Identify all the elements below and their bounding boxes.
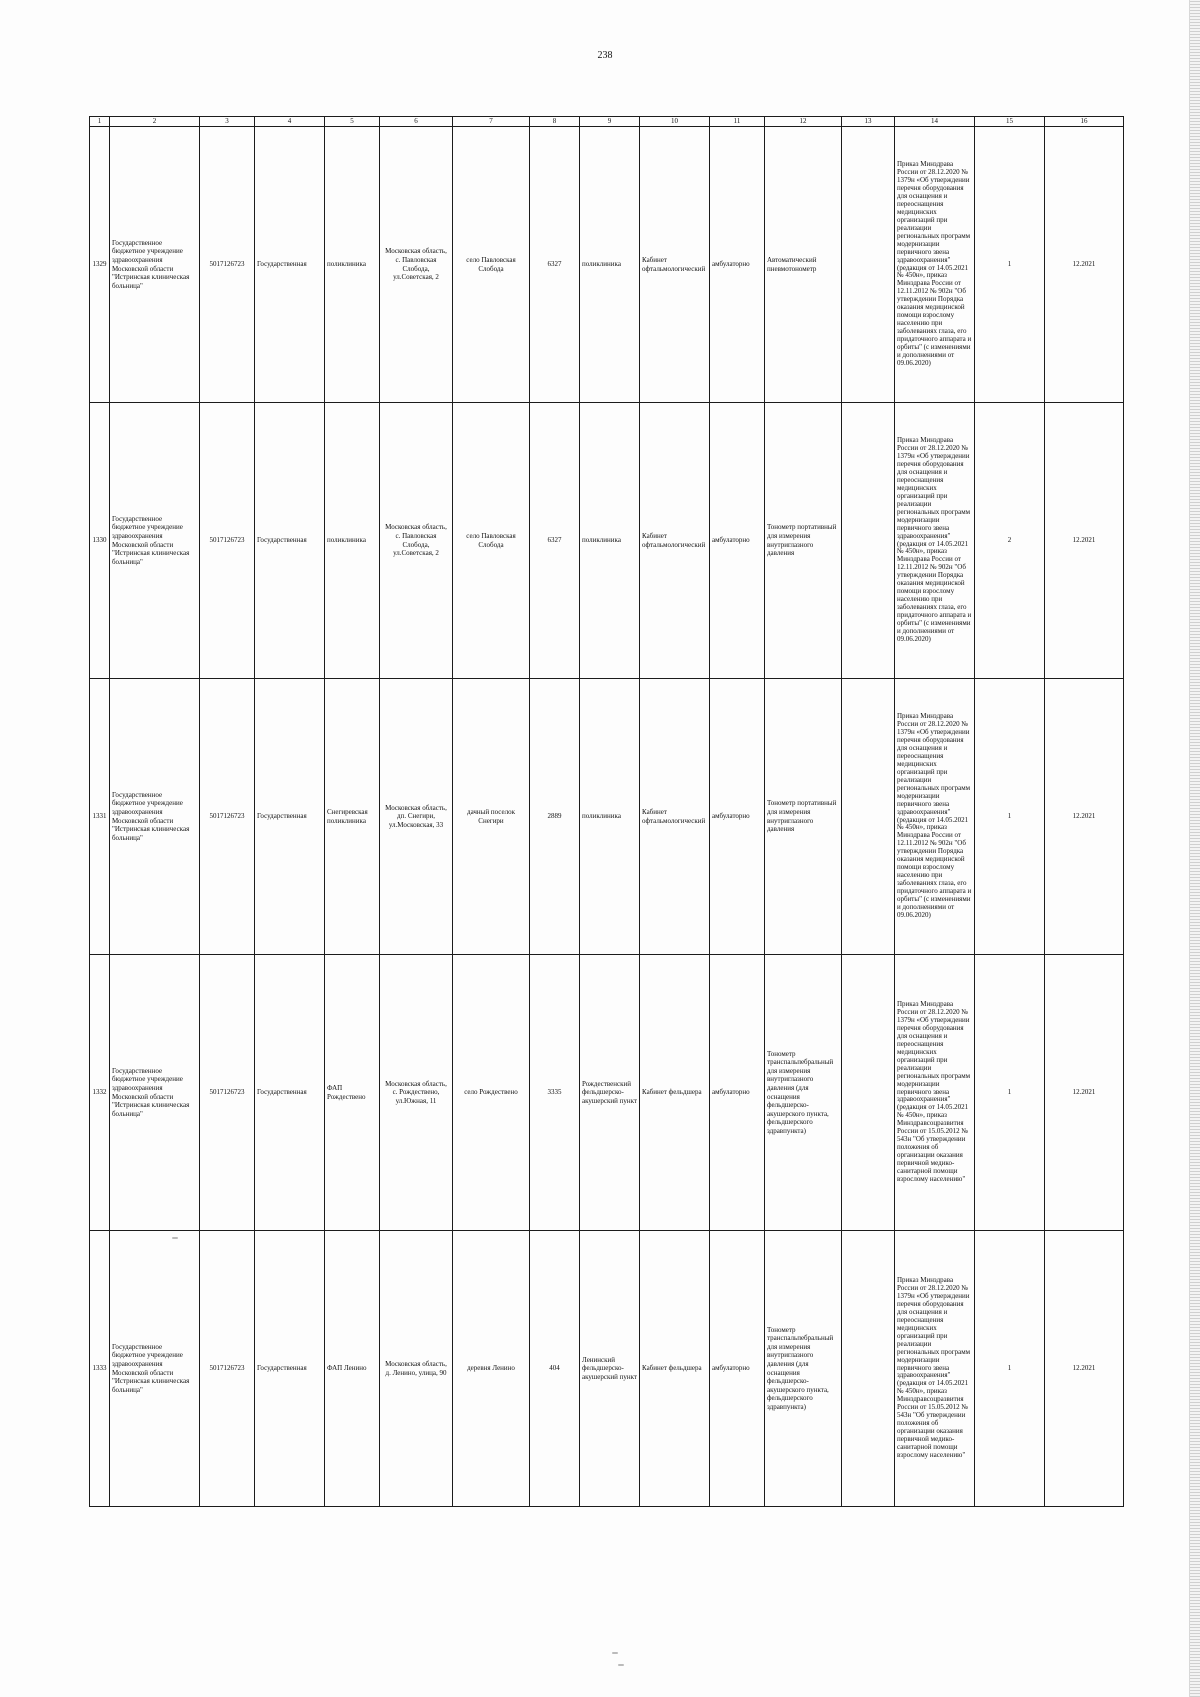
column-number: 12 — [765, 117, 842, 127]
ownership-type: Государственная — [255, 403, 325, 679]
room: Кабинет офтальмологический — [640, 127, 710, 403]
column-number: 8 — [530, 117, 580, 127]
table-row — [90, 955, 1124, 1231]
inn: 5017126723 — [200, 1231, 255, 1507]
header-row — [90, 117, 1124, 127]
quantity: 2 — [975, 403, 1045, 679]
quantity: 1 — [975, 1231, 1045, 1507]
column-number: 2 — [110, 117, 200, 127]
address: Московская область, д. Ленино, улица, 90 — [380, 1231, 453, 1507]
address: Московская область, с. Рождествено, ул.Южная, 11 — [380, 955, 453, 1231]
legal-basis: Приказ Минздрава России от 28.12.2020 № 1379н «Об утверждении перечня оборудования для оснащения и переоснащения медицинских организаций при реализации региональных программ модернизации первичного звена здравоохранения"(редакция от 14.05.2021 № 450н», приказ Минздрава России от 12.11.2012 № 902н "Об утверждении Порядка оказания медицинской помощи взрослому населению при заболеваниях глаза, его придаточного аппарата и орбиты" (с изменениями и дополнениями от 09.06.2020) — [895, 403, 975, 679]
subdivision: поликлиника — [325, 127, 380, 403]
population: 404 — [530, 1231, 580, 1507]
organization-name: Государственное бюджетное учреждение здравоохранения Московской области "Истринская клиническая больница" — [110, 1231, 200, 1507]
column-13 — [842, 679, 895, 955]
inn: 5017126723 — [200, 403, 255, 679]
care-type: амбулаторно — [710, 403, 765, 679]
column-number: 6 — [380, 117, 453, 127]
delivery-date: 12.2021 — [1045, 679, 1124, 955]
facility-type: поликлиника — [580, 679, 640, 955]
table-row — [90, 403, 1124, 679]
quantity: 1 — [975, 127, 1045, 403]
facility-type: поликлиника — [580, 403, 640, 679]
scan-speck — [618, 1664, 624, 1666]
table-row — [90, 679, 1124, 955]
page-number: 238 — [597, 50, 613, 61]
delivery-date: 12.2021 — [1045, 403, 1124, 679]
inn: 5017126723 — [200, 955, 255, 1231]
inn: 5017126723 — [200, 679, 255, 955]
row-number: 1333 — [90, 1231, 110, 1507]
row-number: 1332 — [90, 955, 110, 1231]
room: Кабинет офтальмологический — [640, 403, 710, 679]
care-type: амбулаторно — [710, 955, 765, 1231]
address: Московская область, дп. Снегири, ул.Московская, 33 — [380, 679, 453, 955]
delivery-date: 12.2021 — [1045, 1231, 1124, 1507]
quantity: 1 — [975, 955, 1045, 1231]
row-number: 1331 — [90, 679, 110, 955]
settlement: село Павловская Слобода — [453, 127, 530, 403]
equipment-name: Тонометр транспальпебральный для измерения внутриглазного давления (для оснащения фельдшерско-акушерского пункта, фельдшерского здравпункта) — [765, 955, 842, 1231]
table-row — [90, 127, 1124, 403]
ownership-type: Государственная — [255, 955, 325, 1231]
delivery-date: 12.2021 — [1045, 127, 1124, 403]
column-13 — [842, 403, 895, 679]
care-type: амбулаторно — [710, 679, 765, 955]
legal-basis: Приказ Минздрава России от 28.12.2020 № 1379н «Об утверждении перечня оборудования для оснащения и переоснащения медицинских организаций при реализации региональных программ модернизации первичного звена здравоохранения"(редакция от 14.05.2021 № 450н», приказ Минздравсоцразвития России от 15.05.2012 № 543н "Об утверждении положения об организации оказания первичной медико-санитарной помощи взрослому населению" — [895, 955, 975, 1231]
equipment-name: Тонометр транспальпебральный для измерения внутриглазного давления (для оснащения фельдшерско-акушерского пункта, фельдшерского здравпункта) — [765, 1231, 842, 1507]
row-number: 1330 — [90, 403, 110, 679]
legal-basis: Приказ Минздрава России от 28.12.2020 № 1379н «Об утверждении перечня оборудования для оснащения и переоснащения медицинских организаций при реализации региональных программ модернизации первичного звена здравоохранения"(редакция от 14.05.2021 № 450н», приказ Минздрава России от 12.11.2012 № 902н "Об утверждении Порядка оказания медицинской помощи взрослому населению при заболеваниях глаза, его придаточного аппарата и орбиты" (с изменениями и дополнениями от 09.06.2020) — [895, 127, 975, 403]
organization-name: Государственное бюджетное учреждение здравоохранения Московской области "Истринская клиническая больница" — [110, 127, 200, 403]
legal-basis: Приказ Минздрава России от 28.12.2020 № 1379н «Об утверждении перечня оборудования для оснащения и переоснащения медицинских организаций при реализации региональных программ модернизации первичного звена здравоохранения"(редакция от 14.05.2021 № 450н», приказ Минздрава России от 12.11.2012 № 902н "Об утверждении Порядка оказания медицинской помощи взрослому населению при заболеваниях глаза, его придаточного аппарата и орбиты" (с изменениями и дополнениями от 09.06.2020) — [895, 679, 975, 955]
room: Кабинет офтальмологический — [640, 679, 710, 955]
organization-name: Государственное бюджетное учреждение здравоохранения Московской области "Истринская клиническая больница" — [110, 403, 200, 679]
subdivision: ФАП Рождествено — [325, 955, 380, 1231]
care-type: амбулаторно — [710, 1231, 765, 1507]
settlement: село Павловская Слобода — [453, 403, 530, 679]
subdivision: ФАП Ленино — [325, 1231, 380, 1507]
equipment-name: Тонометр портативный для измерения внутриглазного давления — [765, 403, 842, 679]
row-number: 1329 — [90, 127, 110, 403]
equipment-register-table — [89, 116, 1124, 1507]
population: 6327 — [530, 127, 580, 403]
ownership-type: Государственная — [255, 1231, 325, 1507]
subdivision: поликлиника — [325, 403, 380, 679]
column-number: 7 — [453, 117, 530, 127]
equipment-name: Автоматический пневмотонометр — [765, 127, 842, 403]
scan-speck — [172, 1237, 178, 1239]
column-13 — [842, 955, 895, 1231]
column-number: 10 — [640, 117, 710, 127]
settlement: дачный поселок Снегири — [453, 679, 530, 955]
column-number: 3 — [200, 117, 255, 127]
population: 6327 — [530, 403, 580, 679]
facility-type: поликлиника — [580, 127, 640, 403]
scan-edge — [1189, 0, 1200, 1697]
settlement: деревня Ленино — [453, 1231, 530, 1507]
address: Московская область, с. Павловская Слобода, ул.Советская, 2 — [380, 403, 453, 679]
column-number: 13 — [842, 117, 895, 127]
column-number: 16 — [1045, 117, 1124, 127]
column-13 — [842, 127, 895, 403]
column-number: 4 — [255, 117, 325, 127]
ownership-type: Государственная — [255, 127, 325, 403]
subdivision: Снегиревская поликлиника — [325, 679, 380, 955]
address: Московская область, с. Павловская Слобода, ул.Советская, 2 — [380, 127, 453, 403]
care-type: амбулаторно — [710, 127, 765, 403]
organization-name: Государственное бюджетное учреждение здравоохранения Московской области "Истринская клиническая больница" — [110, 679, 200, 955]
column-13 — [842, 1231, 895, 1507]
population: 3335 — [530, 955, 580, 1231]
column-number: 1 — [90, 117, 110, 127]
column-number: 9 — [580, 117, 640, 127]
quantity: 1 — [975, 679, 1045, 955]
legal-basis: Приказ Минздрава России от 28.12.2020 № 1379н «Об утверждении перечня оборудования для оснащения и переоснащения медицинских организаций при реализации региональных программ модернизации первичного звена здравоохранения"(редакция от 14.05.2021 № 450н», приказ Минздравсоцразвития России от 15.05.2012 № 543н "Об утверждении положения об организации оказания первичной медико-санитарной помощи взрослому населению" — [895, 1231, 975, 1507]
room: Кабинет фельдшера — [640, 955, 710, 1231]
column-number: 14 — [895, 117, 975, 127]
room: Кабинет фельдшера — [640, 1231, 710, 1507]
facility-type: Ленинский фельдшерско-акушерский пункт — [580, 1231, 640, 1507]
table-row — [90, 1231, 1124, 1507]
population: 2889 — [530, 679, 580, 955]
equipment-name: Тонометр портативный для измерения внутриглазного давления — [765, 679, 842, 955]
inn: 5017126723 — [200, 127, 255, 403]
delivery-date: 12.2021 — [1045, 955, 1124, 1231]
column-number: 5 — [325, 117, 380, 127]
column-number: 15 — [975, 117, 1045, 127]
organization-name: Государственное бюджетное учреждение здравоохранения Московской области "Истринская клиническая больница" — [110, 955, 200, 1231]
facility-type: Рождественский фельдшерско-акушерский пункт — [580, 955, 640, 1231]
column-number: 11 — [710, 117, 765, 127]
settlement: село Рождествено — [453, 955, 530, 1231]
scan-speck — [612, 1652, 618, 1654]
ownership-type: Государственная — [255, 679, 325, 955]
